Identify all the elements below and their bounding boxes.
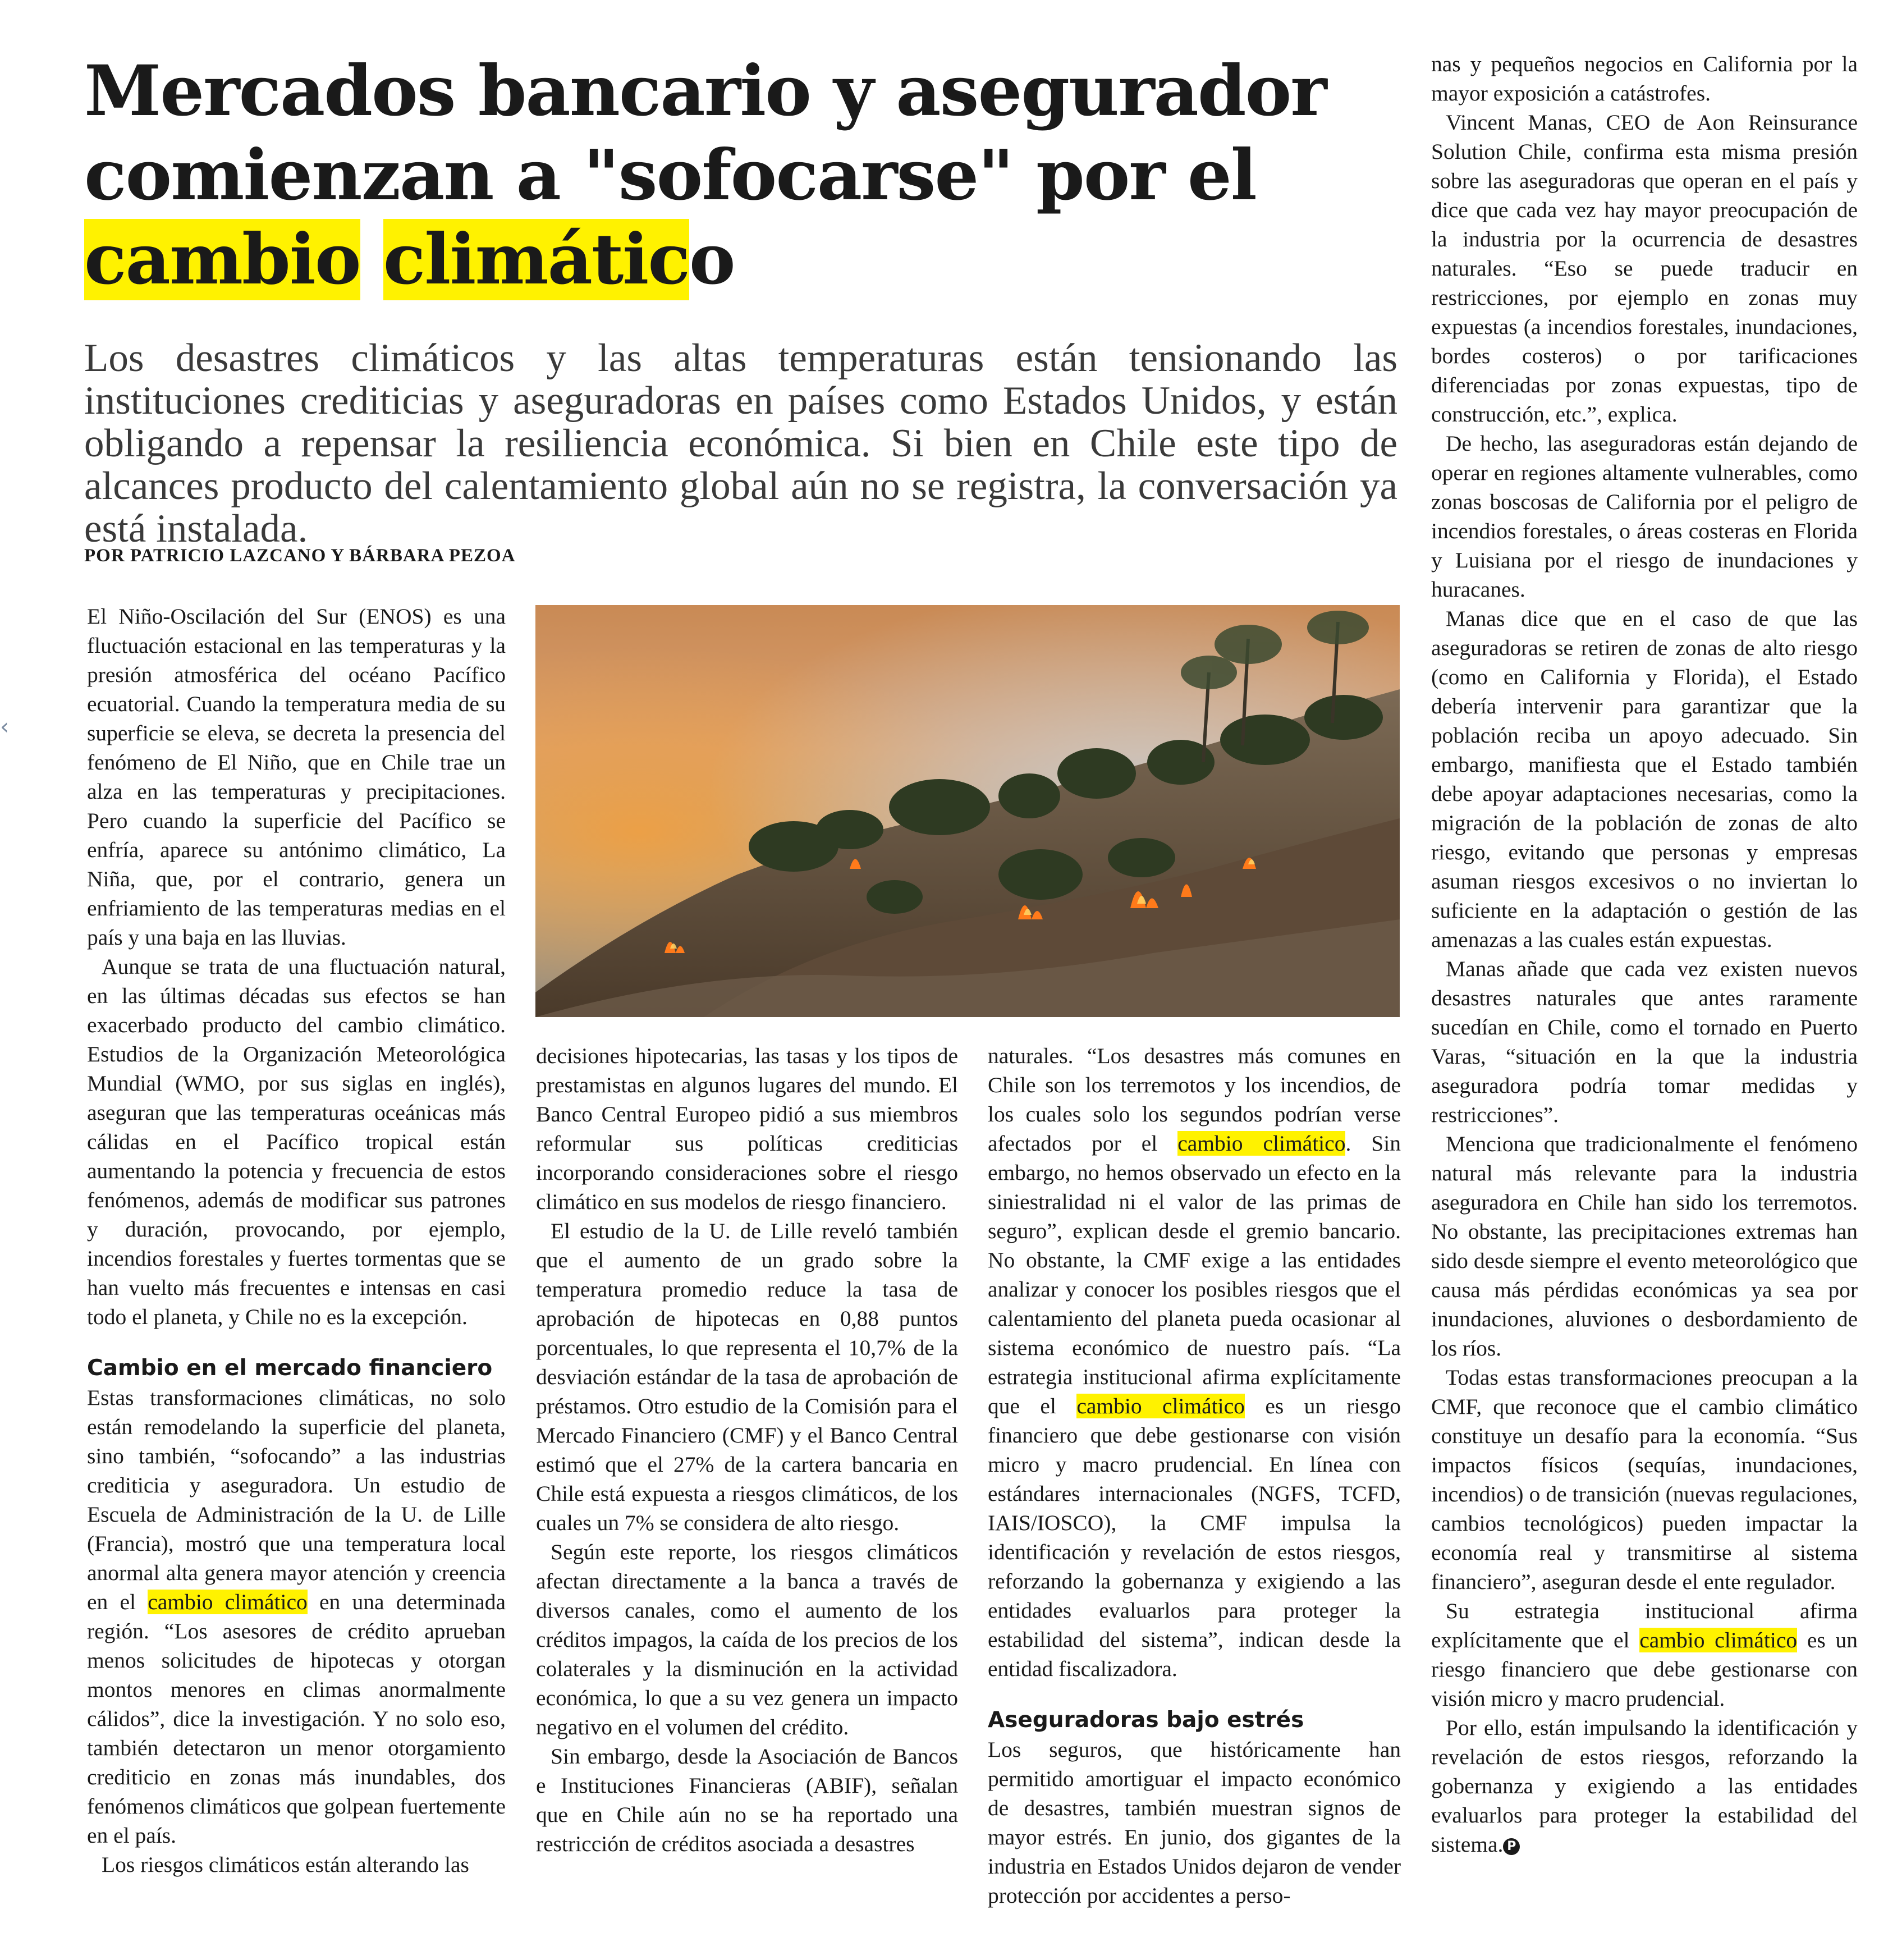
paragraph: El Niño-Oscilación del Sur (ENOS) es una fluctuación estacional en las temperaturas y la presión atmosférica del océano Pacífico ecuatorial. Cuando la temperatura media de su superficie se eleva, se decreta la presencia del fenómeno de El Niño, que en Chile trae un alza en las temperaturas y precipitaciones. Pero cuando la superficie del Pacífico se enfría, aparece su antónimo climático, La Niña, que, por el contrario, genera un enfriamiento de las temperaturas medias en el país y una baja en las lluvias. xyxy=(87,604,506,950)
paragraph-text: . Sin embargo, no hemos observado un efecto en la siniestralidad ni el valor de las primas de seguro”, explican desde el gremio bancario. No obstante, la CMF exige a las entidades analizar y conocer los posibles riesgos que el calentamiento del planeta pueda ocasionar al sistema económico de nuestro país. “La estrategia institucional afirma explícitamente que el xyxy=(988,1131,1401,1418)
headline-text: Mercados bancario y asegurador comienzan a "sofocarse" por el xyxy=(84,51,1326,216)
headline-highlight-climatico: climátic xyxy=(383,219,689,300)
paragraph-text: Estas transformaciones climáticas, no solo están remodelando la superficie del planeta, sino también, “sofocando” a las industrias crediticia y aseguradora. Un estudio de Escuela de Administración de la U. de Lille (Francia), mostró que una temperatura local anormal alta genera mayor atención y creencia en el xyxy=(87,1385,506,1614)
paragraph: De hecho, las aseguradoras están dejando de operar en regiones altamente vulnerables, como zonas boscosas de California por el peligro de incendios forestales, o áreas costeras en Florida y Luisiana por el riesgo de inundaciones y huracanes. xyxy=(1431,431,1858,602)
headline-highlight-cambio: cambio xyxy=(84,219,360,300)
article-column-1 xyxy=(87,602,506,1879)
paragraph: nas y pequeños negocios en California por la mayor exposición a catástrofes. xyxy=(1431,52,1858,106)
wildfire-image xyxy=(535,605,1400,1017)
paragraph: Los seguros, que históricamente han permitido amortiguar el impacto económico de desastres, también muestran signos de mayor estrés. En junio, dos gigantes de la industria en Estados Unidos dejaron de vender protección por accidentes a perso- xyxy=(988,1737,1401,1908)
article-column-2 xyxy=(536,1041,958,1858)
article-column-4 xyxy=(1431,49,1858,1859)
headline-tail: o xyxy=(689,219,735,300)
paragraph xyxy=(1431,1713,1858,1859)
paragraph xyxy=(87,1383,506,1850)
paragraph xyxy=(988,1041,1401,1683)
wildfire-photo xyxy=(535,605,1400,1017)
paragraph: Todas estas transformaciones preocupan a la CMF, que reconoce que el cambio climático constituye un desafío para la economía. “Sus impactos físicos (sequías, inundaciones, incendios) o de transición (nuevas regulaciones, cambios tecnológicos) pueden impactar la economía real y transmitirse al sistema financiero”, aseguran desde el ente regulador. xyxy=(1431,1365,1858,1594)
highlighted-term: cambio climático xyxy=(1076,1394,1245,1418)
edge-arrow-icon: ‹ xyxy=(0,714,9,740)
paragraph-text: es un riesgo financiero que debe gestionarse con visión micro y macro prudencial. xyxy=(1431,1628,1858,1711)
highlighted-term: cambio climático xyxy=(1639,1628,1798,1652)
paragraph: Vincent Manas, CEO de Aon Reinsurance Solution Chile, confirma esta misma presión sobre las aseguradoras que operan en el país y dice que cada vez hay mayor preocupación de la industria por la ocurrencia de desastres naturales. “Eso se puede traducir en restricciones, por ejemplo en zonas muy expuestas (a incendios forestales, inundaciones, bordes costeros) o por tarificaciones diferenciadas por zonas expuestas, tipo de construcción, etc.”, explica. xyxy=(1431,110,1858,427)
paragraph: Según este reporte, los riesgos climáticos afectan directamente a la banca a través de diversos canales, como el aumento de los créditos impagos, la caída de los precios de los colaterales y la disminución en la actividad económica, lo que a su vez genera un impacto negativo en el volumen del crédito. xyxy=(536,1540,958,1739)
paragraph: Manas dice que en el caso de que las aseguradoras se retiren de zonas de alto riesgo (como en California y Florida), el Estado debería intervenir para garantizar que la población reciba un apoyo adecuado. Sin embargo, manifiesta que el Estado también debe apoyar adaptaciones necesarias, como la migración de la población de zonas de alto riesgo, evitando que personas y empresas asuman riesgos excesivos o no inviertan lo suficiente en la adaptación o gestión de las amenazas a las cuales están expuestas. xyxy=(1431,606,1858,952)
paragraph: Aunque se trata de una fluctuación natural, en las últimas décadas sus efectos se han exacerbado producto del cambio climático. Estudios de la Organización Meteorológica Mundial (WMO, por sus siglas en inglés), aseguran que las temperaturas oceánicas más cálidas en el Pacífico tropical están aumentando la potencia y frecuencia de estos fenómenos, además de modificar sus patrones y duración, provocando, por ejemplo, incendios forestales y fuertes tormentas que se han vuelto más frecuentes e intensas en casi todo el planeta, y Chile no es la excepción. xyxy=(87,954,506,1329)
paragraph: Sin embargo, desde la Asociación de Bancos e Instituciones Financieras (ABIF), señalan que en Chile aún no se ha reportado una restricción de créditos asociada a desastres xyxy=(536,1744,958,1856)
highlighted-term: cambio climático xyxy=(1177,1131,1346,1156)
subheading-aseguradoras: Aseguradoras bajo estrés xyxy=(988,1707,1304,1733)
paragraph-text: naturales. “Los desastres más comunes en Chile son los terremotos y los incendios, de los cuales solo los segundos podrían verse afectados por el xyxy=(988,1043,1401,1156)
paragraph-text: es un riesgo financiero que debe gestionarse con visión micro y macro prudencial. En línea con estándares internacionales (NGFS, TCFD, IAIS/IOSCO), la CMF impulsa la identificación y revelación de estos riesgos, reforzando la gobernanza y exigiendo a las entidades evaluarlos para proteger la estabilidad del sistema”, indican desde la entidad fiscalizadora. xyxy=(988,1394,1401,1681)
end-of-article-icon: P xyxy=(1503,1838,1520,1855)
highlighted-term: cambio climático xyxy=(148,1590,308,1614)
lede-paragraph: Los desastres climáticos y las altas temperaturas están tensionando las instituciones crediticias y aseguradoras en países como Estados Unidos, y están obligando a repensar la resiliencia económica. Si bien en Chile este tipo de alcances producto del calentamiento global aún no se registra, la conversación ya está instalada. xyxy=(84,336,1397,551)
paragraph: Manas añade que cada vez existen nuevos desastres naturales que antes raramente sucedían en Chile, como el tornado en Puerto Varas, “situación en la que la industria aseguradora podría tomar medidas y restricciones”. xyxy=(1431,956,1858,1127)
paragraph-text: Por ello, están impulsando la identificación y revelación de estos riesgos, reforzando la gobernanza y exigiendo a las entidades evaluarlos para proteger la estabilidad del sistema. xyxy=(1431,1715,1858,1857)
paragraph: El estudio de la U. de Lille reveló también que el aumento de un grado sobre la temperatura promedio reduce la tasa de aprobación de hipotecas en 0,88 puntos porcentuales, lo que representa el 10,7% de la desviación estándar de la tasa de aprobación de préstamos. Otro estudio de la Comisión para el Mercado Financiero (CMF) y el Banco Central estimó que el 27% de la cartera bancaria en Chile está expuesta a riesgos climáticos, de los cuales un 7% se considera de alto riesgo. xyxy=(536,1219,958,1535)
headline xyxy=(84,49,1347,302)
subheading-mercado-financiero: Cambio en el mercado financiero xyxy=(87,1355,493,1381)
paragraph-text: en una determinada región. “Los asesores de crédito aprueban menos solicitudes de hipotecas y otorgan montos menores en climas anormalmente cálidos”, dice la investigación. Y no solo eso, también detectaron un menor otorgamiento crediticio en zonas más inundables, dos fenómenos climáticos que golpean fuertemente en el país. xyxy=(87,1590,506,1848)
paragraph-text: Su estrategia institucional afirma explícitamente que el xyxy=(1431,1599,1858,1652)
paragraph: decisiones hipotecarias, las tasas y los tipos de prestamistas en algunos lugares del mundo. El Banco Central Europeo pidió a sus miembros reformular sus políticas crediticias incorporando consideraciones sobre el riesgo climático en sus modelos de riesgo financiero. xyxy=(536,1043,958,1214)
article-column-3 xyxy=(988,1041,1401,1910)
paragraph xyxy=(1431,1596,1858,1713)
paragraph: Los riesgos climáticos están alterando las xyxy=(102,1852,469,1877)
paragraph: Menciona que tradicionalmente el fenómeno natural más relevante para la industria aseguradora en Chile han sido los terremotos. No obstante, las precipitaciones extremas han sido desde siempre el evento meteorológico que causa más pérdidas económicas ya sea por inundaciones, aluviones o desbordamiento de los ríos. xyxy=(1431,1132,1858,1361)
byline: POR PATRICIO LAZCANO Y BÁRBARA PEZOA xyxy=(84,546,516,566)
